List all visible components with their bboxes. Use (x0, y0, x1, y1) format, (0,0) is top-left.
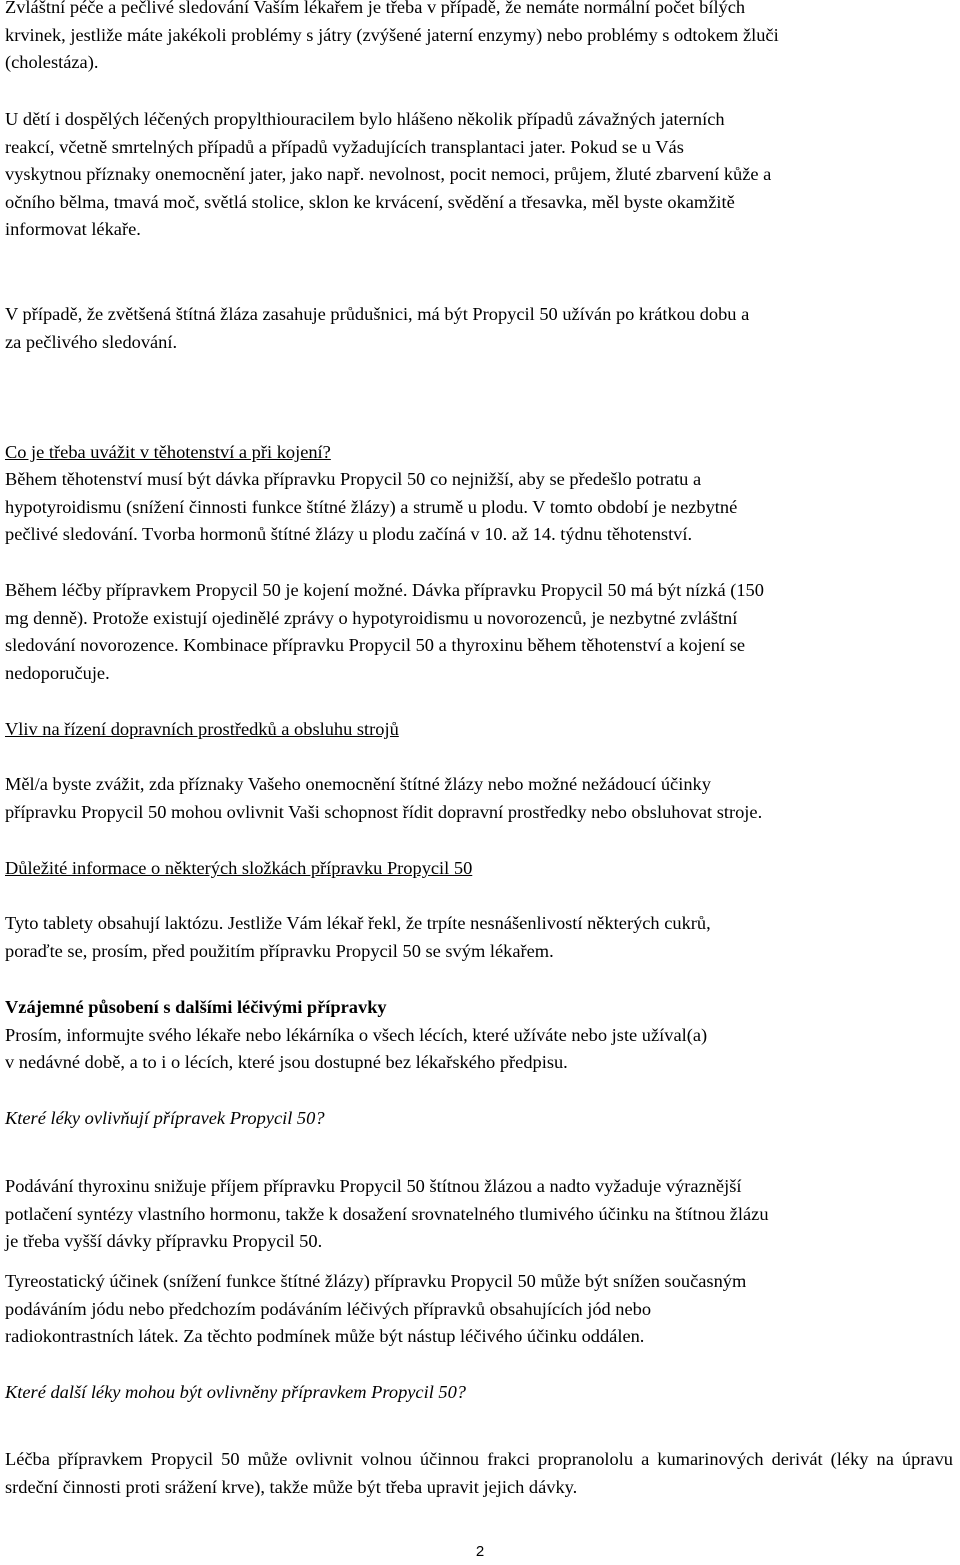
heading-ingredients: Důležité informace o některých složkách přípravku Propycil 50 (5, 858, 473, 878)
section-interactions (5, 994, 953, 1077)
heading-interactions: Vzájemné působení s dalšími léčivými přípravky (5, 997, 387, 1017)
text-line: přípravku Propycil 50 mohou ovlivnit Vaši schopnost řídit dopravní prostředky nebo obsluhovat stroje. (5, 801, 763, 822)
text-line: podáváním jódu nebo předchozím podáváním léčivých přípravků obsahujících jód nebo (5, 1298, 652, 1319)
paragraph-thyroxine (5, 1173, 953, 1256)
paragraph-lactose (5, 910, 953, 965)
text-line: Léčba přípravkem Propycil 50 může ovlivnit volnou účinnou frakci propranololu a kumarinových (5, 1449, 764, 1469)
text-line: očního bělma, tmavá moč, světlá stolice, sklon ke krvácení, svědění a třesavka, měl byste okamžitě (5, 191, 735, 212)
text-line: za pečlivého sledování. (5, 331, 178, 352)
text-line: Tyto tablety obsahují laktózu. Jestliže Vám lékař řekl, že trpíte nesnášenlivostí některých cukrů, (5, 913, 711, 933)
text-line: nedoporučuje. (5, 662, 110, 683)
text-line: krvinek, jestliže máte jakékoli problémy s játry (zvýšené jaterní enzymy) nebo problémy s odtokem žluči (5, 24, 779, 45)
text-line: Měl/a byste zvážit, zda příznaky Vašeho onemocnění štítné žlázy nebo možné nežádoucí účinky (5, 774, 711, 794)
text-line: potlačení syntézy vlastního hormonu, takže k dosažení srovnatelného tlumivého účinku na štítnou žlázu (5, 1203, 769, 1224)
heading-driving: Vliv na řízení dopravních prostředků a obsluhu strojů (5, 719, 399, 739)
text-line: Podávání thyroxinu snižuje příjem přípravku Propycil 50 štítnou žlázou a nadto vyžaduje výraznější (5, 1176, 742, 1196)
heading-pregnancy: Co je třeba uvážit v těhotenství a při kojení? (5, 442, 331, 462)
text-line: reakcí, včetně smrtelných případů a případů vyžadujících transplantaci jater. Pokud se u Vás (5, 136, 684, 157)
text-line: Prosím, informujte svého lékaře nebo lékárníka o všech lécích, které užíváte nebo jste užíval(a) (5, 1024, 708, 1045)
text-line: derivát (léky na úpravu srdeční činnosti proti srážení krve), takže může být třeba upravit jejich dávky. (5, 1449, 953, 1497)
paragraph-pregnancy (5, 466, 953, 549)
text-line: mg denně). Protože existují ojedinělé zprávy o hypotyroidismu u novorozenců, je nezbytné zvláštní (5, 607, 738, 628)
paragraph-iodine (5, 1268, 953, 1351)
text-line: hypotyroidismu (snížení činnosti funkce štítné žlázy) a strumě u plodu. V tomto období je nezbytné (5, 496, 738, 517)
text-line: je třeba vyšší dávky přípravku Propycil 50. (5, 1231, 323, 1252)
text-line: v nedávné době, a to i o lécích, které jsou dostupné bez lékařského předpisu. (5, 1052, 568, 1073)
text-line: (cholestáza). (5, 52, 99, 73)
paragraph-liver-reactions (5, 106, 953, 244)
paragraph-propranolol (5, 1446, 953, 1501)
paragraph-driving (5, 771, 953, 826)
text-line: Během těhotenství musí být dávka přípravku Propycil 50 co nejnižší, aby se předešlo potratu a (5, 469, 702, 489)
text-line: informovat lékaře. (5, 219, 141, 240)
text-line: pečlivé sledování. Tvorba hormonů štítné žlázy u plodu začíná v 10. až 14. týdnu těhotenství. (5, 524, 693, 545)
paragraph-breastfeeding (5, 577, 953, 687)
text-line: Během léčby přípravkem Propycil 50 je kojení možné. Dávka přípravku Propycil 50 má být nízká (150 (5, 580, 764, 600)
paragraph-thyroid-trachea (5, 301, 953, 356)
text-line: radiokontrastních látek. Za těchto podmínek může být nástup léčivého účinku oddálen. (5, 1326, 645, 1347)
text-line: sledování novorozence. Kombinace přípravku Propycil 50 a thyroxinu během těhotenství a kojení se (5, 635, 746, 656)
subheading-affecting-drugs: Které léky ovlivňují přípravek Propycil 50? (5, 1108, 325, 1128)
page-number: 2 (475, 1543, 485, 1560)
subheading-affected-drugs: Které další léky mohou být ovlivněny přípravkem Propycil 50? (5, 1382, 466, 1402)
text-line: U dětí i dospělých léčených propylthiouracilem bylo hlášeno několik případů závažných jaterních (5, 109, 725, 129)
paragraph-liver-intro (5, 0, 953, 77)
text-line: Tyreostatický účinek (snížení funkce štítné žlázy) přípravku Propycil 50 může být snížen současným (5, 1271, 747, 1291)
text-line: poraďte se, prosím, před použitím přípravku Propycil 50 se svým lékařem. (5, 940, 554, 961)
text-line: vyskytnou příznaky onemocnění jater, jako např. nevolnost, pocit nemoci, průjem, žluté zbarvení kůže a (5, 164, 772, 185)
text-line: V případě, že zvětšená štítná žláza zasahuje průdušnici, má být Propycil 50 užíván po krátkou dobu a (5, 304, 750, 324)
text-line: Zvláštní péče a pečlivé sledování Vaším lékařem je třeba v případě, že nemáte normální počet bílých (5, 0, 746, 17)
